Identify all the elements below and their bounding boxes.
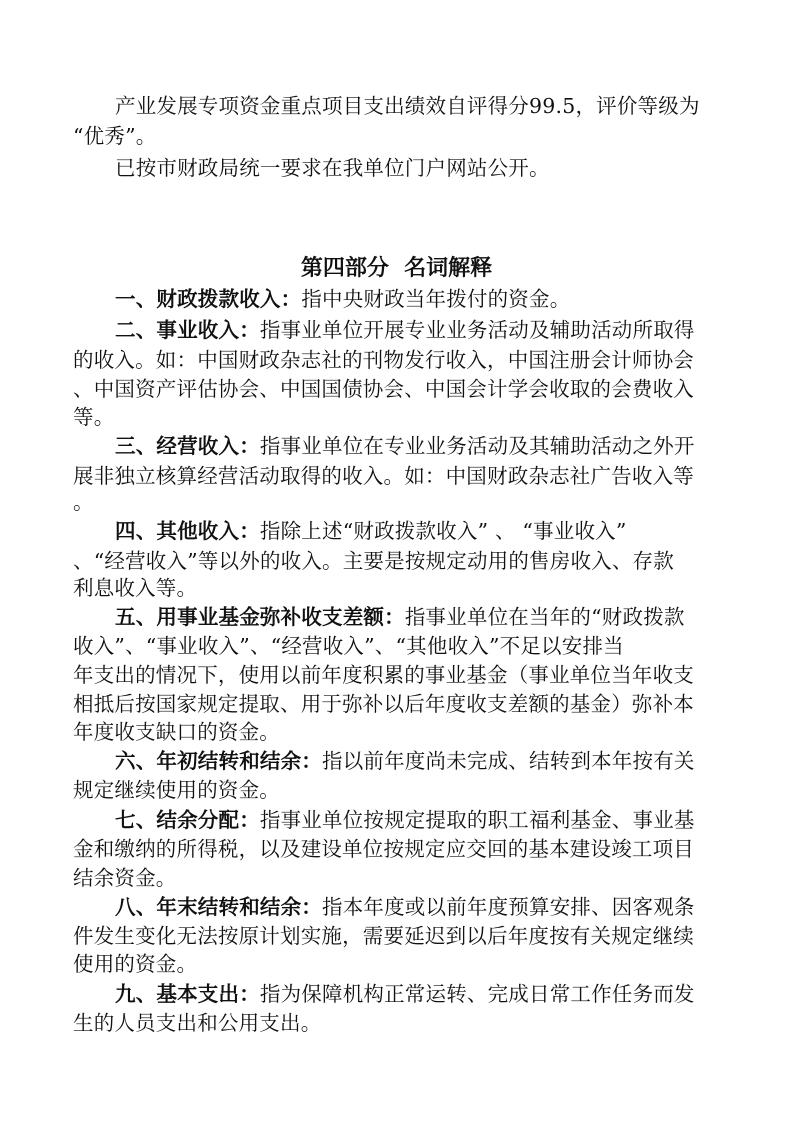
term-definition-line: 相抵后按国家规定提取、用于弥补以后年度收支差额的基金）弥补本	[73, 692, 694, 716]
term-item	[115, 517, 719, 545]
term-definition-line: 展非独立核算经营活动取得的收入。如：中国财政杂志社广告收入等	[73, 464, 694, 488]
term-definition-line: 。	[73, 490, 94, 514]
term-definition-line: 收入”、“事业收入”、“经营收入”、“其他收入”不足以安排当	[73, 634, 624, 658]
term-definition-line: 、中国资产评估协会、中国国债协会、中国会计学会收取的会费收入	[73, 377, 694, 401]
term-definition-line: 规定继续使用的资金。	[73, 778, 280, 802]
term-definition-line: 利息收入等。	[73, 576, 198, 600]
term-label: 四、其他收入：	[115, 519, 260, 543]
term-definition-line: 金和缴纳的所得税，以及建设单位按规定应交回的基本建设竣工项目	[73, 837, 694, 861]
term-label: 五、用事业基金弥补收支差额：	[115, 605, 405, 629]
term-definition: 指事业单位开展专业业务活动及辅助活动所取得	[259, 318, 695, 342]
intro-paragraph-1-line-2	[73, 122, 719, 150]
term-definition-line: 结余资金。	[73, 866, 177, 890]
term-definition: 指事业单位按规定提取的职工福利基金、事业基	[259, 808, 695, 832]
intro-text: “优秀”。	[73, 124, 157, 148]
intro-text: 已按市财政局统一要求在我单位门户网站公开。	[115, 156, 550, 180]
term-definition-line: 使用的资金。	[73, 952, 198, 976]
term-definition-line: 生的人员支出和公用支出。	[73, 1011, 322, 1035]
term-definition-line: 等。	[73, 405, 115, 429]
term-definition: 指本年度或以前年度预算安排、因客观条	[322, 895, 695, 919]
term-item	[115, 980, 719, 1008]
term-label: 一、财政拨款收入：	[115, 287, 302, 311]
term-label: 二、事业收入：	[115, 318, 260, 342]
term-label: 九、基本支出：	[115, 982, 260, 1006]
term-definition-line: 、“经营收入”等以外的收入。主要是按规定动用的售房收入、存款	[73, 549, 674, 573]
intro-paragraph-1-line-1	[115, 92, 719, 120]
term-label: 六、年初结转和结余：	[115, 749, 322, 773]
term-item	[115, 603, 719, 631]
term-item	[115, 893, 719, 921]
term-item	[115, 316, 719, 344]
term-definition-line: 年度收支缺口的资金。	[73, 720, 280, 744]
term-definition-line: 的收入。如：中国财政杂志社的刊物发行收入，中国注册会计师协会	[73, 348, 694, 372]
term-definition: 指除上述“财政拨款收入” 、 “事业收入”	[259, 519, 627, 543]
term-definition: 指事业单位在专业业务活动及其辅助活动之外开	[259, 434, 695, 458]
term-definition: 指为保障机构正常运转、完成日常工作任务而发	[259, 982, 695, 1006]
term-definition: 指中央财政当年拨付的资金。	[301, 287, 571, 311]
section-heading: 第四部分 名词解释	[300, 256, 493, 281]
term-label: 七、结余分配：	[115, 808, 260, 832]
term-item	[115, 747, 719, 775]
term-label: 三、经营收入：	[115, 434, 260, 458]
term-definition-line: 年支出的情况下，使用以前年度积累的事业基金（事业单位当年收支	[73, 663, 694, 687]
term-item	[115, 806, 719, 834]
term-definition: 指事业单位在当年的“财政拨款	[404, 605, 685, 629]
term-item	[115, 285, 719, 313]
intro-paragraph-2	[115, 154, 719, 182]
intro-text: 产业发展专项资金重点项目支出绩效自评得分99.5，评价等级为	[115, 94, 700, 118]
term-item	[115, 432, 719, 460]
term-definition-line: 件发生变化无法按原计划实施，需要延迟到以后年度按有关规定继续	[73, 924, 694, 948]
term-definition: 指以前年度尚未完成、结转到本年按有关	[322, 749, 695, 773]
term-label: 八、年末结转和结余：	[115, 895, 322, 919]
